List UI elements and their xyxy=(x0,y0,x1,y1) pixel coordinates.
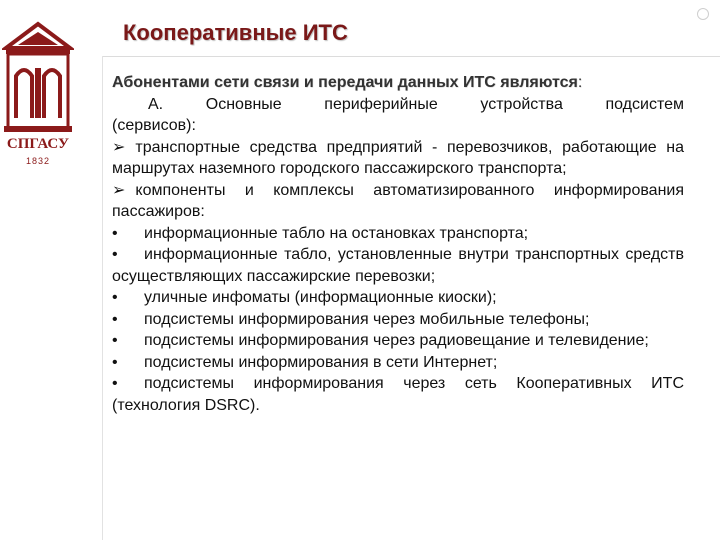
list-item xyxy=(112,352,684,374)
list-item-text: подсистемы информирования в сети Интернет; xyxy=(144,353,498,371)
page-title: Кооперативные ИТС xyxy=(123,20,348,45)
section-a-text: Основные периферийные устройства подсистем (сервисов xyxy=(112,95,684,134)
bullet-icon: • xyxy=(112,332,118,349)
list-item xyxy=(112,373,684,416)
list-item-text: подсистемы информирования через мобильные телефоны; xyxy=(144,310,590,328)
slide-corner-ornament-icon xyxy=(697,8,709,20)
header-divider xyxy=(102,56,720,57)
section-a xyxy=(112,94,684,137)
list-item xyxy=(112,223,684,245)
arrow-item-text: компоненты и комплексы автоматизированного информирования пассажиров: xyxy=(112,181,684,220)
bullet-icon: • xyxy=(112,289,118,306)
list-item-text: уличные инфоматы (информационные киоски); xyxy=(144,289,497,306)
slide-body xyxy=(112,72,684,416)
list-item xyxy=(112,309,684,331)
intro-text: Абонентами сети связи и передачи данных ИТС являются xyxy=(112,74,578,91)
section-a-prefix: А. xyxy=(148,95,164,113)
list-item-text: подсистемы информирования через радиовещание и телевидение; xyxy=(144,332,649,349)
arrow-item-text: транспортные средства предприятий - перевозчиков, работающие на маршрутах наземного городского пассажирского транспорта; xyxy=(112,138,684,177)
arrow-item xyxy=(112,137,684,180)
logo-year: 1832 xyxy=(25,156,51,166)
bullet-icon: • xyxy=(112,353,118,371)
intro-line xyxy=(112,72,684,94)
bullet-icon: • xyxy=(112,375,118,392)
list-item-text: информационные табло, установленные внутри транспортных средств осуществляющих пассажирские перевозки; xyxy=(112,246,684,285)
left-divider xyxy=(102,56,103,540)
university-logo xyxy=(2,18,74,166)
intro-colon: : xyxy=(577,74,583,91)
bullet-icon: • xyxy=(112,246,118,263)
list-item xyxy=(112,244,684,287)
list-item-text: подсистемы информирования через сеть Кооперативных ИТС (технология DSRC). xyxy=(112,375,684,414)
section-a-close: ): xyxy=(186,117,196,134)
list-item xyxy=(112,330,684,352)
bullet-icon: • xyxy=(112,224,118,242)
logo-lettering: СПГАСУ xyxy=(6,136,70,152)
bullet-icon: • xyxy=(112,310,118,328)
arrow-item xyxy=(112,180,684,223)
list-item-text: информационные табло на остановках транспорта; xyxy=(144,224,529,242)
list-item xyxy=(112,287,684,309)
building-emblem-icon xyxy=(2,18,74,136)
